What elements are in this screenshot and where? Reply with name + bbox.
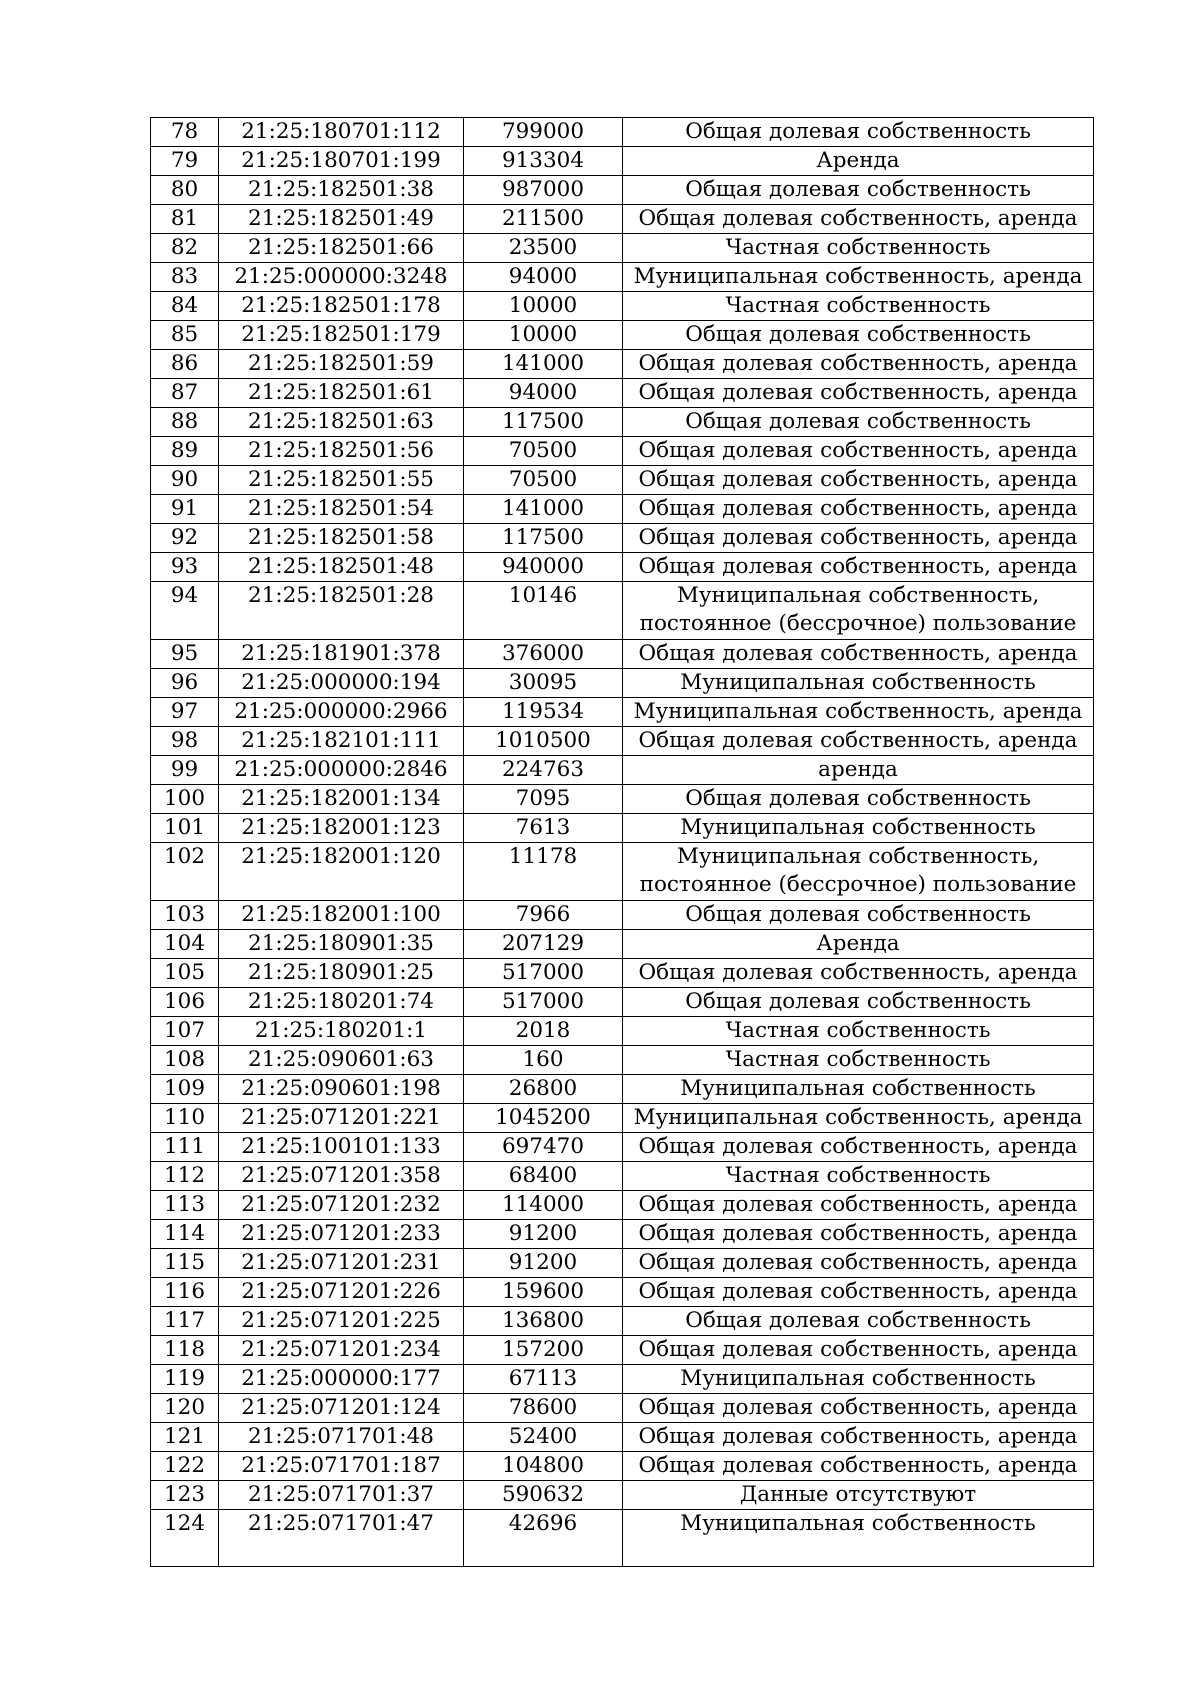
row-number-cell: 101 [151,814,219,843]
table-row [151,408,1094,437]
ownership-right-line: постоянное (бессрочное) пользование [639,611,1077,636]
table-row [151,1336,1094,1365]
cadastral-number-cell: 21:25:182501:63 [219,408,464,437]
ownership-right-line: Общая долевая собственность, аренда [638,438,1078,463]
ownership-right-cell [623,176,1094,205]
cadastral-number-cell: 21:25:182501:179 [219,321,464,350]
cadastral-number-cell: 21:25:180201:74 [219,988,464,1017]
table-row [151,292,1094,321]
area-cell: 26800 [464,1075,623,1104]
cadastral-number-cell: 21:25:071701:187 [219,1452,464,1481]
ownership-right-line: Общая долевая собственность, аренда [638,1192,1078,1217]
cadastral-number-cell: 21:25:182101:111 [219,727,464,756]
table-row [151,1278,1094,1307]
row-number-cell: 100 [151,785,219,814]
table-row [151,466,1094,495]
ownership-right-line: Общая долевая собственность, аренда [638,1279,1078,1304]
area-cell: 211500 [464,205,623,234]
ownership-right-cell [623,756,1094,785]
ownership-right-cell [623,205,1094,234]
cadastral-number-cell: 21:25:182501:61 [219,379,464,408]
ownership-right-line: Данные отсутствуют [739,1482,977,1507]
table-row [151,1133,1094,1162]
cadastral-number-cell: 21:25:071201:221 [219,1104,464,1133]
area-cell: 70500 [464,437,623,466]
ownership-right-cell [623,379,1094,408]
table-row [151,1481,1094,1510]
ownership-right-cell [623,1249,1094,1278]
row-number-cell: 111 [151,1133,219,1162]
row-number-cell: 105 [151,959,219,988]
table-row [151,727,1094,756]
ownership-right-cell [623,959,1094,988]
cadastral-number-cell: 21:25:182501:55 [219,466,464,495]
table-row [151,1249,1094,1278]
row-number-cell: 118 [151,1336,219,1365]
row-number-cell: 114 [151,1220,219,1249]
cadastral-number-cell: 21:25:182501:48 [219,553,464,582]
area-cell: 7966 [464,901,623,930]
cadastral-number-cell: 21:25:182501:49 [219,205,464,234]
ownership-right-cell [623,814,1094,843]
table-row [151,553,1094,582]
cadastral-number-cell: 21:25:180701:199 [219,147,464,176]
ownership-right-cell [623,553,1094,582]
land-plots-table-body [151,118,1094,1567]
table-row [151,1191,1094,1220]
cadastral-number-cell: 21:25:071701:48 [219,1423,464,1452]
ownership-right-cell [623,234,1094,263]
ownership-right-cell [623,1046,1094,1075]
ownership-right-cell [623,1394,1094,1423]
ownership-right-line: Частная собственность [725,1163,991,1188]
area-cell: 913304 [464,147,623,176]
table-row [151,205,1094,234]
cadastral-number-cell: 21:25:000000:194 [219,669,464,698]
area-cell: 141000 [464,350,623,379]
row-number-cell: 116 [151,1278,219,1307]
table-row [151,1017,1094,1046]
cadastral-number-cell: 21:25:182501:56 [219,437,464,466]
area-cell: 10146 [464,582,623,640]
table-row [151,1510,1094,1567]
area-cell: 52400 [464,1423,623,1452]
ownership-right-line: Муниципальная собственность [680,815,1036,840]
ownership-right-cell [623,1075,1094,1104]
row-number-cell: 89 [151,437,219,466]
area-cell: 11178 [464,843,623,901]
cadastral-number-cell: 21:25:090601:198 [219,1075,464,1104]
area-cell: 799000 [464,118,623,147]
row-number-cell: 84 [151,292,219,321]
ownership-right-cell [623,901,1094,930]
ownership-right-line: Общая долевая собственность, аренда [638,525,1078,550]
area-cell: 517000 [464,988,623,1017]
ownership-right-cell [623,1423,1094,1452]
area-cell: 517000 [464,959,623,988]
cadastral-number-cell: 21:25:180901:25 [219,959,464,988]
cadastral-number-cell: 21:25:071201:234 [219,1336,464,1365]
table-row [151,263,1094,292]
ownership-right-line: Общая долевая собственность [685,322,1031,347]
land-plots-table [150,117,1094,1567]
ownership-right-cell [623,408,1094,437]
row-number-cell: 106 [151,988,219,1017]
area-cell: 68400 [464,1162,623,1191]
cadastral-number-cell: 21:25:071201:231 [219,1249,464,1278]
ownership-right-cell [623,1162,1094,1191]
ownership-right-line: Общая долевая собственность, аренда [638,1221,1078,1246]
cadastral-number-cell: 21:25:000000:177 [219,1365,464,1394]
cadastral-number-cell: 21:25:071201:358 [219,1162,464,1191]
table-row [151,640,1094,669]
area-cell: 159600 [464,1278,623,1307]
table-row [151,959,1094,988]
ownership-right-cell [623,988,1094,1017]
area-cell: 117500 [464,524,623,553]
ownership-right-cell [623,930,1094,959]
ownership-right-line: постоянное (бессрочное) пользование [639,872,1077,897]
row-number-cell: 102 [151,843,219,901]
area-cell: 94000 [464,263,623,292]
cadastral-number-cell: 21:25:071201:124 [219,1394,464,1423]
cadastral-number-cell: 21:25:071201:232 [219,1191,464,1220]
row-number-cell: 121 [151,1423,219,1452]
ownership-right-line: Общая долевая собственность, аренда [638,641,1078,666]
cadastral-number-cell: 21:25:182501:58 [219,524,464,553]
ownership-right-cell [623,1133,1094,1162]
ownership-right-cell [623,1307,1094,1336]
table-row [151,698,1094,727]
row-number-cell: 87 [151,379,219,408]
ownership-right-line: Общая долевая собственность [685,409,1031,434]
ownership-right-cell [623,785,1094,814]
row-number-cell: 120 [151,1394,219,1423]
ownership-right-cell [623,727,1094,756]
area-cell: 940000 [464,553,623,582]
ownership-right-cell [623,292,1094,321]
ownership-right-cell [623,1365,1094,1394]
row-number-cell: 99 [151,756,219,785]
ownership-right-cell [623,350,1094,379]
cadastral-number-cell: 21:25:000000:3248 [219,263,464,292]
ownership-right-cell [623,669,1094,698]
ownership-right-line: Общая долевая собственность, аренда [638,1337,1078,1362]
row-number-cell: 79 [151,147,219,176]
table-row [151,350,1094,379]
area-cell: 94000 [464,379,623,408]
ownership-right-line: Аренда [816,931,900,956]
ownership-right-cell [623,1278,1094,1307]
row-number-cell: 110 [151,1104,219,1133]
area-cell: 7095 [464,785,623,814]
cadastral-number-cell: 21:25:180701:112 [219,118,464,147]
table-row [151,1423,1094,1452]
table-row [151,176,1094,205]
cadastral-number-cell: 21:25:180901:35 [219,930,464,959]
table-row [151,524,1094,553]
ownership-right-cell [623,698,1094,727]
table-row [151,1452,1094,1481]
table-row [151,1075,1094,1104]
table-row [151,843,1094,901]
cadastral-number-cell: 21:25:181901:378 [219,640,464,669]
area-cell: 67113 [464,1365,623,1394]
area-cell: 10000 [464,292,623,321]
area-cell: 697470 [464,1133,623,1162]
area-cell: 2018 [464,1017,623,1046]
ownership-right-line: Общая долевая собственность, аренда [638,1453,1078,1478]
area-cell: 104800 [464,1452,623,1481]
row-number-cell: 82 [151,234,219,263]
area-cell: 207129 [464,930,623,959]
row-number-cell: 83 [151,263,219,292]
ownership-right-line: Общая долевая собственность, аренда [638,380,1078,405]
area-cell: 7613 [464,814,623,843]
row-number-cell: 119 [151,1365,219,1394]
cadastral-number-cell: 21:25:182001:134 [219,785,464,814]
row-number-cell: 90 [151,466,219,495]
ownership-right-line: Общая долевая собственность, аренда [638,206,1078,231]
row-number-cell: 109 [151,1075,219,1104]
row-number-cell: 112 [151,1162,219,1191]
ownership-right-line: Общая долевая собственность [685,786,1031,811]
cadastral-number-cell: 21:25:000000:2846 [219,756,464,785]
row-number-cell: 98 [151,727,219,756]
ownership-right-line: Общая долевая собственность [685,902,1031,927]
ownership-right-line: Муниципальная собственность [680,1511,1036,1536]
cadastral-number-cell: 21:25:071201:226 [219,1278,464,1307]
cadastral-number-cell: 21:25:182501:28 [219,582,464,640]
table-row [151,582,1094,640]
area-cell: 10000 [464,321,623,350]
ownership-right-cell [623,1336,1094,1365]
table-row [151,988,1094,1017]
ownership-right-cell [623,321,1094,350]
cadastral-number-cell: 21:25:182001:123 [219,814,464,843]
cadastral-number-cell: 21:25:182501:66 [219,234,464,263]
row-number-cell: 86 [151,350,219,379]
ownership-right-cell [623,524,1094,553]
ownership-right-cell [623,1104,1094,1133]
ownership-right-cell [623,1452,1094,1481]
table-row [151,118,1094,147]
row-number-cell: 93 [151,553,219,582]
area-cell: 70500 [464,466,623,495]
ownership-right-line: Аренда [816,148,900,173]
ownership-right-line: Общая долевая собственность, аренда [638,554,1078,579]
table-row [151,1104,1094,1133]
ownership-right-cell [623,466,1094,495]
ownership-right-cell [623,843,1094,901]
ownership-right-line: Общая долевая собственность [685,989,1031,1014]
cadastral-number-cell: 21:25:071201:225 [219,1307,464,1336]
ownership-right-cell [623,437,1094,466]
ownership-right-line: Муниципальная собственность [680,670,1036,695]
area-cell: 30095 [464,669,623,698]
ownership-right-cell [623,1191,1094,1220]
row-number-cell: 81 [151,205,219,234]
cadastral-number-cell: 21:25:182501:178 [219,292,464,321]
area-cell: 590632 [464,1481,623,1510]
ownership-right-line: Общая долевая собственность [685,1308,1031,1333]
table-row [151,1220,1094,1249]
area-cell: 23500 [464,234,623,263]
ownership-right-cell [623,582,1094,640]
row-number-cell: 122 [151,1452,219,1481]
ownership-right-cell [623,495,1094,524]
ownership-right-cell [623,1481,1094,1510]
row-number-cell: 94 [151,582,219,640]
area-cell: 114000 [464,1191,623,1220]
table-row [151,814,1094,843]
ownership-right-line: Общая долевая собственность [685,177,1031,202]
cadastral-number-cell: 21:25:182501:38 [219,176,464,205]
table-row [151,669,1094,698]
ownership-right-cell [623,147,1094,176]
ownership-right-cell [623,118,1094,147]
ownership-right-line: Общая долевая собственность, аренда [638,467,1078,492]
table-row [151,147,1094,176]
table-row [151,321,1094,350]
ownership-right-cell [623,1510,1094,1567]
table-row [151,379,1094,408]
table-row [151,1046,1094,1075]
ownership-right-line: Частная собственность [725,1047,991,1072]
cadastral-number-cell: 21:25:182501:59 [219,350,464,379]
ownership-right-cell [623,263,1094,292]
row-number-cell: 91 [151,495,219,524]
table-row [151,1394,1094,1423]
area-cell: 1045200 [464,1104,623,1133]
table-row [151,1365,1094,1394]
ownership-right-line: Частная собственность [725,235,991,260]
cadastral-number-cell: 21:25:071701:47 [219,1510,464,1567]
area-cell: 141000 [464,495,623,524]
table-row [151,234,1094,263]
cadastral-number-cell: 21:25:071701:37 [219,1481,464,1510]
ownership-right-line: Общая долевая собственность, аренда [638,1134,1078,1159]
row-number-cell: 78 [151,118,219,147]
area-cell: 42696 [464,1510,623,1567]
cadastral-number-cell: 21:25:100101:133 [219,1133,464,1162]
area-cell: 119534 [464,698,623,727]
ownership-right-cell [623,1017,1094,1046]
ownership-right-line: Частная собственность [725,293,991,318]
ownership-right-line: Общая долевая собственность, аренда [638,1395,1078,1420]
cadastral-number-cell: 21:25:180201:1 [219,1017,464,1046]
ownership-right-line: аренда [818,757,898,782]
area-cell: 224763 [464,756,623,785]
cadastral-number-cell: 21:25:071201:233 [219,1220,464,1249]
ownership-right-line: Общая долевая собственность [685,119,1031,144]
table-row [151,785,1094,814]
ownership-right-line: Муниципальная собственность, [676,583,1040,608]
row-number-cell: 103 [151,901,219,930]
row-number-cell: 115 [151,1249,219,1278]
table-row [151,930,1094,959]
row-number-cell: 92 [151,524,219,553]
ownership-right-line: Общая долевая собственность, аренда [638,351,1078,376]
area-cell: 91200 [464,1249,623,1278]
ownership-right-line: Муниципальная собственность, аренда [633,1105,1083,1130]
ownership-right-line: Муниципальная собственность, аренда [633,699,1083,724]
row-number-cell: 124 [151,1510,219,1567]
ownership-right-line: Муниципальная собственность, аренда [633,264,1083,289]
row-number-cell: 80 [151,176,219,205]
ownership-right-line: Муниципальная собственность [680,1076,1036,1101]
table-row [151,901,1094,930]
ownership-right-line: Муниципальная собственность [680,1366,1036,1391]
ownership-right-line: Общая долевая собственность, аренда [638,1424,1078,1449]
cadastral-number-cell: 21:25:182501:54 [219,495,464,524]
row-number-cell: 97 [151,698,219,727]
table-row [151,756,1094,785]
cadastral-number-cell: 21:25:090601:63 [219,1046,464,1075]
ownership-right-cell [623,1220,1094,1249]
area-cell: 91200 [464,1220,623,1249]
area-cell: 136800 [464,1307,623,1336]
ownership-right-line: Общая долевая собственность, аренда [638,728,1078,753]
area-cell: 117500 [464,408,623,437]
cadastral-number-cell: 21:25:182001:120 [219,843,464,901]
row-number-cell: 85 [151,321,219,350]
ownership-right-line: Общая долевая собственность, аренда [638,1250,1078,1275]
area-cell: 1010500 [464,727,623,756]
ownership-right-cell [623,640,1094,669]
row-number-cell: 108 [151,1046,219,1075]
table-row [151,495,1094,524]
area-cell: 157200 [464,1336,623,1365]
row-number-cell: 117 [151,1307,219,1336]
row-number-cell: 123 [151,1481,219,1510]
ownership-right-line: Частная собственность [725,1018,991,1043]
row-number-cell: 96 [151,669,219,698]
table-row [151,1162,1094,1191]
area-cell: 78600 [464,1394,623,1423]
table-row [151,1307,1094,1336]
cadastral-number-cell: 21:25:000000:2966 [219,698,464,727]
table-row [151,437,1094,466]
row-number-cell: 113 [151,1191,219,1220]
row-number-cell: 95 [151,640,219,669]
row-number-cell: 104 [151,930,219,959]
row-number-cell: 107 [151,1017,219,1046]
ownership-right-line: Общая долевая собственность, аренда [638,960,1078,985]
ownership-right-line: Муниципальная собственность, [676,844,1040,869]
row-number-cell: 88 [151,408,219,437]
cadastral-number-cell: 21:25:182001:100 [219,901,464,930]
area-cell: 987000 [464,176,623,205]
area-cell: 376000 [464,640,623,669]
ownership-right-line: Общая долевая собственность, аренда [638,496,1078,521]
area-cell: 160 [464,1046,623,1075]
